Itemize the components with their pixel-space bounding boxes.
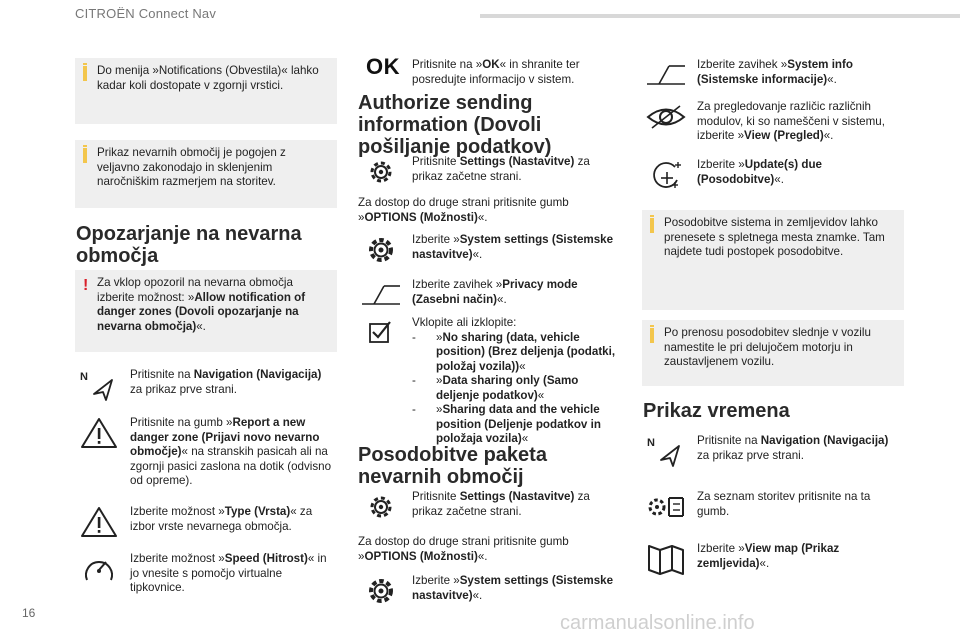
warning-triangle-icon: [78, 416, 120, 450]
list-item: - »No sharing (data, vehicle position) (Brez deljenja (podatki, položaj vozila))«: [412, 331, 622, 375]
options-paragraph-2: Za dostop do druge strani pritisnite gumb »OPTIONS (Možnosti)«.: [358, 535, 569, 563]
warning-box-allow-notification: [75, 270, 337, 352]
update-icon: [645, 158, 687, 192]
info-marker-icon: [650, 218, 654, 233]
watermark: carmanualsonline.info: [560, 612, 755, 634]
eye-icon: [645, 100, 687, 134]
info-text: Do menija »Notifications (Obvestila)« lahko kadar koli dostopate v zgornji vrstici.: [97, 64, 319, 92]
services-icon: [645, 490, 687, 524]
info-marker-icon: [650, 328, 654, 343]
gear-icon: [360, 490, 402, 524]
sharing-intro: Vklopite ali izklopite:: [412, 316, 517, 329]
page-number: 16: [22, 606, 36, 620]
ok-icon: OK: [366, 54, 400, 79]
section-heading-danger-zones: Opozarjanje na nevarna območja: [76, 223, 302, 267]
warning-text: Za vklop opozoril na nevarna območja izberite možnost: »Allow notification of danger zones (Dovoli opozarjanje na nevarna območja)«.: [97, 276, 306, 333]
section-heading-updates: Posodobitve paketa nevarnih območij: [358, 444, 547, 488]
info-text: Po prenosu posodobitev slednje v vozilu namestite le pri delujočem motorju in zaustavljenem vozilu.: [664, 326, 871, 368]
map-icon: [645, 542, 687, 576]
info-box-notifications: [75, 58, 337, 124]
warning-triangle-icon: [78, 505, 120, 539]
navigation-icon: [78, 368, 120, 402]
info-box-zones: [75, 140, 337, 208]
svg-text:N: N: [80, 371, 88, 383]
gear-icon: [360, 155, 402, 189]
header-title: CITROËN Connect Nav: [75, 6, 217, 21]
navigation-icon: [645, 434, 687, 468]
header-bar: [480, 14, 960, 18]
info-text: Prikaz nevarnih območij je pogojen z veljavno zakonodajo in sklenjenim naročniškim razmerjem na storitev.: [97, 146, 286, 188]
options-paragraph-1: Za dostop do druge strani pritisnite gumb »OPTIONS (Možnosti)«.: [358, 196, 569, 224]
info-text: Posodobitve sistema in zemljevidov lahko prenesete s spletnega mesta znamke. Tam najdete tudi postopek posodobitve.: [664, 216, 885, 258]
list-item: - »Sharing data and the vehicle position (Deljenje podatkov in položaja vozila)«: [412, 403, 622, 447]
sharing-options-list: [412, 331, 622, 447]
svg-text:N: N: [647, 437, 655, 449]
gear-icon: [360, 574, 402, 608]
info-marker-icon: [83, 148, 87, 163]
section-heading-weather: Prikaz vremena: [643, 400, 790, 422]
list-item: - »Data sharing only (Samo deljenje podatkov)«: [412, 374, 622, 403]
speed-gauge-icon: [78, 552, 120, 586]
gear-icon: [360, 233, 402, 267]
section-heading-authorize: Authorize sending information (Dovoli pošiljanje podatkov): [358, 92, 552, 158]
warning-marker-icon: !: [83, 277, 89, 294]
info-marker-icon: [83, 66, 87, 81]
checkbox-icon: [360, 316, 402, 350]
tab-icon: [360, 278, 402, 312]
tab-icon: [645, 58, 687, 92]
info-box-download: [642, 210, 904, 310]
info-box-install: [642, 320, 904, 386]
